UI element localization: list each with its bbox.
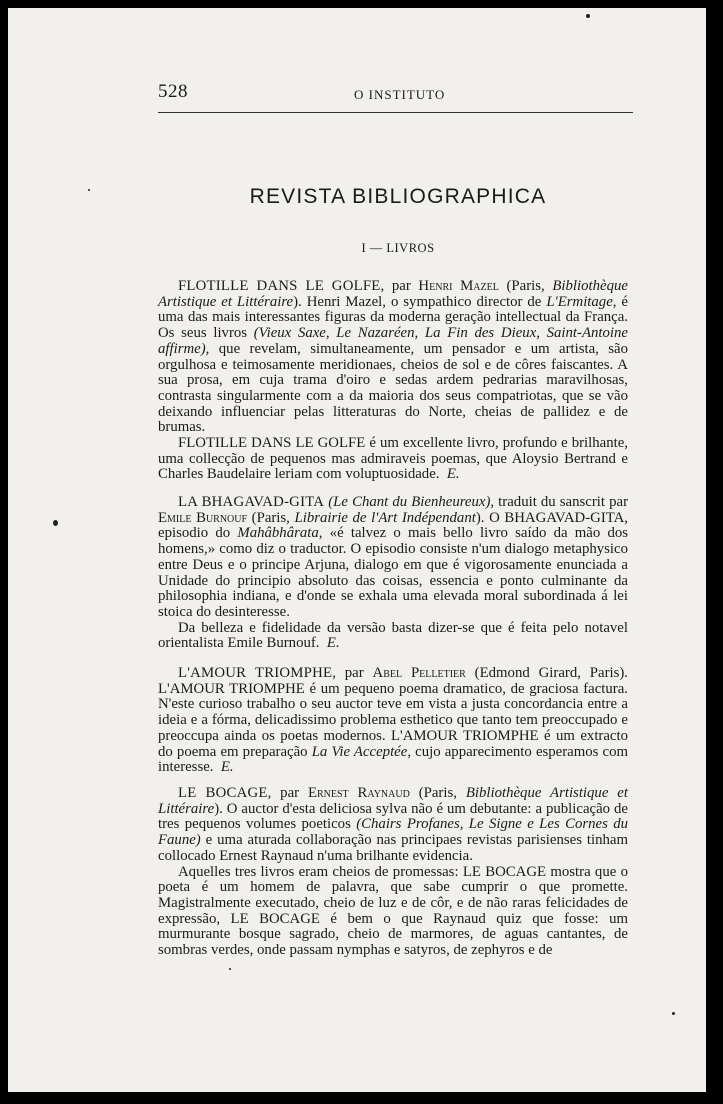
review-amour-triomphe xyxy=(158,666,628,776)
review-paragraph: LA BHAGAVAD-GITA (Le Chant du Bienheureux), traduit du sanscrit par Emile Burnouf (Paris, Librairie de l'Art Indépendant). O BHAGAVAD-GITA, episodio do Mahâbhârata, «é talvez o mais bello livro saído da mão dos homens,» como diz o traductor. O episodio consiste n'um dialogo metaphysico entre Deus e o principe Arjuna, dialogo em que é vigorosamente enunciada a Unidade do principio absoluto das coisas, essencia e ponto culminante da philosophia indiana, e d'onde se exhala uma elevada moral subordinada á lei stoica do desinteresse. xyxy=(158,494,628,620)
review-signature: E. xyxy=(220,759,234,776)
review-author: Abel Pelletier xyxy=(372,665,466,681)
scan-speck xyxy=(88,189,90,191)
review-author: Ernest Raynaud xyxy=(307,785,410,801)
scan-speck xyxy=(586,14,590,18)
scan-speck xyxy=(53,520,58,526)
review-bhagavad-gita xyxy=(158,495,628,652)
review-paragraph: LE BOCAGE, par Ernest Raynaud (Paris, Bibliothèque Artistique et Littéraire). O auctor d'esta deliciosa sylva não é um debutante: a publicação de tres pequenos volumes poeticos (Chairs Profanes, Le Signe e Les Cornes du Faune) e uma aturada collaboração nas principaes revistas parisienses tinham collocado Ernest Raynaud n'uma brilhante evidencia. xyxy=(158,785,628,864)
review-le-bocage xyxy=(158,786,628,959)
review-title: LA BHAGAVAD-GITA xyxy=(178,494,325,510)
document-page xyxy=(8,8,706,1092)
review-author: Emile Burnouf xyxy=(158,509,248,526)
review-publisher: Librairie de l'Art Indépendant xyxy=(294,509,476,526)
review-signature: E. xyxy=(326,635,340,652)
journal-name: O INSTITUTO xyxy=(354,87,446,102)
review-paragraph: L'AMOUR TRIOMPHE, par Abel Pelletier (Edmond Girard, Paris). L'AMOUR TRIOMPHE é um pequeno poema dramatico, de graciosa factura. N'este curioso trabalho o seu auctor teve em vista a justa concordancia entre a ideia e a fórma, delicadissimo problema esthetico que tanto tem preoccupado e preoccupa ainda os poetas modernos. L'AMOUR TRIOMPHE é um extracto do poema em preparação La Vie Acceptée, cujo apparecimento esperamos com interesse. E. xyxy=(158,665,628,776)
scan-speck xyxy=(229,968,231,970)
review-signature: E. xyxy=(446,466,460,483)
review-title: LE BOCAGE xyxy=(178,785,268,801)
review-paragraph: FLOTILLE DANS LE GOLFE, par Henri Mazel (Paris, Bibliothèque Artistique et Littéraire). Henri Mazel, o sympathico director de L'Ermitage, é uma das mais interessantes figuras da moderna geração intellectual da França. Os seus livros (Vieux Saxe, Le Nazaréen, La Fin des Dieux, Saint-Antoine affirme), que revelam, simultaneamente, um pensador e um artista, são orgulhosa e teimosamente meridionaes, cheios de sol e de côres faiscantes. A sua prosa, em cuja trama d'oiro e sedas ardem pedrarias maravilhosas, contrasta singularmente com a da maioria dos seus compatriotas, que se vão deixando influenciar pelas litteraturas do Norte, cheias de pallidez e de brumas. xyxy=(158,278,628,436)
review-publisher: Bibliothèque Artistique et Littéraire xyxy=(158,785,628,817)
review-publisher: Bibliothèque Artistique et Littéraire xyxy=(158,278,628,310)
page-number: 528 xyxy=(158,81,188,102)
review-paragraph: FLOTILLE DANS LE GOLFE é um excellente livro, profundo e brilhante, uma collecção de pequenos mas admiraveis poemas, que Aloysio Bertrand e Charles Baudelaire leriam com voluptuosidade. E. xyxy=(158,435,628,483)
scan-speck xyxy=(672,1012,675,1015)
review-title: FLOTILLE DANS LE GOLFE xyxy=(178,278,381,294)
review-flotille xyxy=(158,279,628,483)
section-title: REVISTA BIBLIOGRAPHICA xyxy=(249,185,547,208)
running-head xyxy=(158,81,638,111)
subsection-title: I — LIVROS xyxy=(361,241,435,255)
review-paragraph: Da belleza e fidelidade da versão basta dizer-se que é feita pelo notavel orientalista Emile Burnouf. E. xyxy=(158,619,628,652)
review-paragraph: Aquelles tres livros eram cheios de promessas: LE BOCAGE mostra que o poeta é um homem de palavra, que sabe cumprir o que promette. Magistralmente executado, cheio de luz e de côr, e de não raras felicidades de expressão, LE BOCAGE é bem o que Raynaud quiz que fosse: um murmurante bosque sagrado, cheio de marmores, de aguas cantantes, de sombras verdes, onde passam nymphas e satyros, de zephyros e de xyxy=(158,863,628,959)
header-rule xyxy=(158,112,633,113)
review-title: L'AMOUR TRIOMPHE xyxy=(178,665,333,681)
review-author: Henri Mazel xyxy=(418,278,499,294)
